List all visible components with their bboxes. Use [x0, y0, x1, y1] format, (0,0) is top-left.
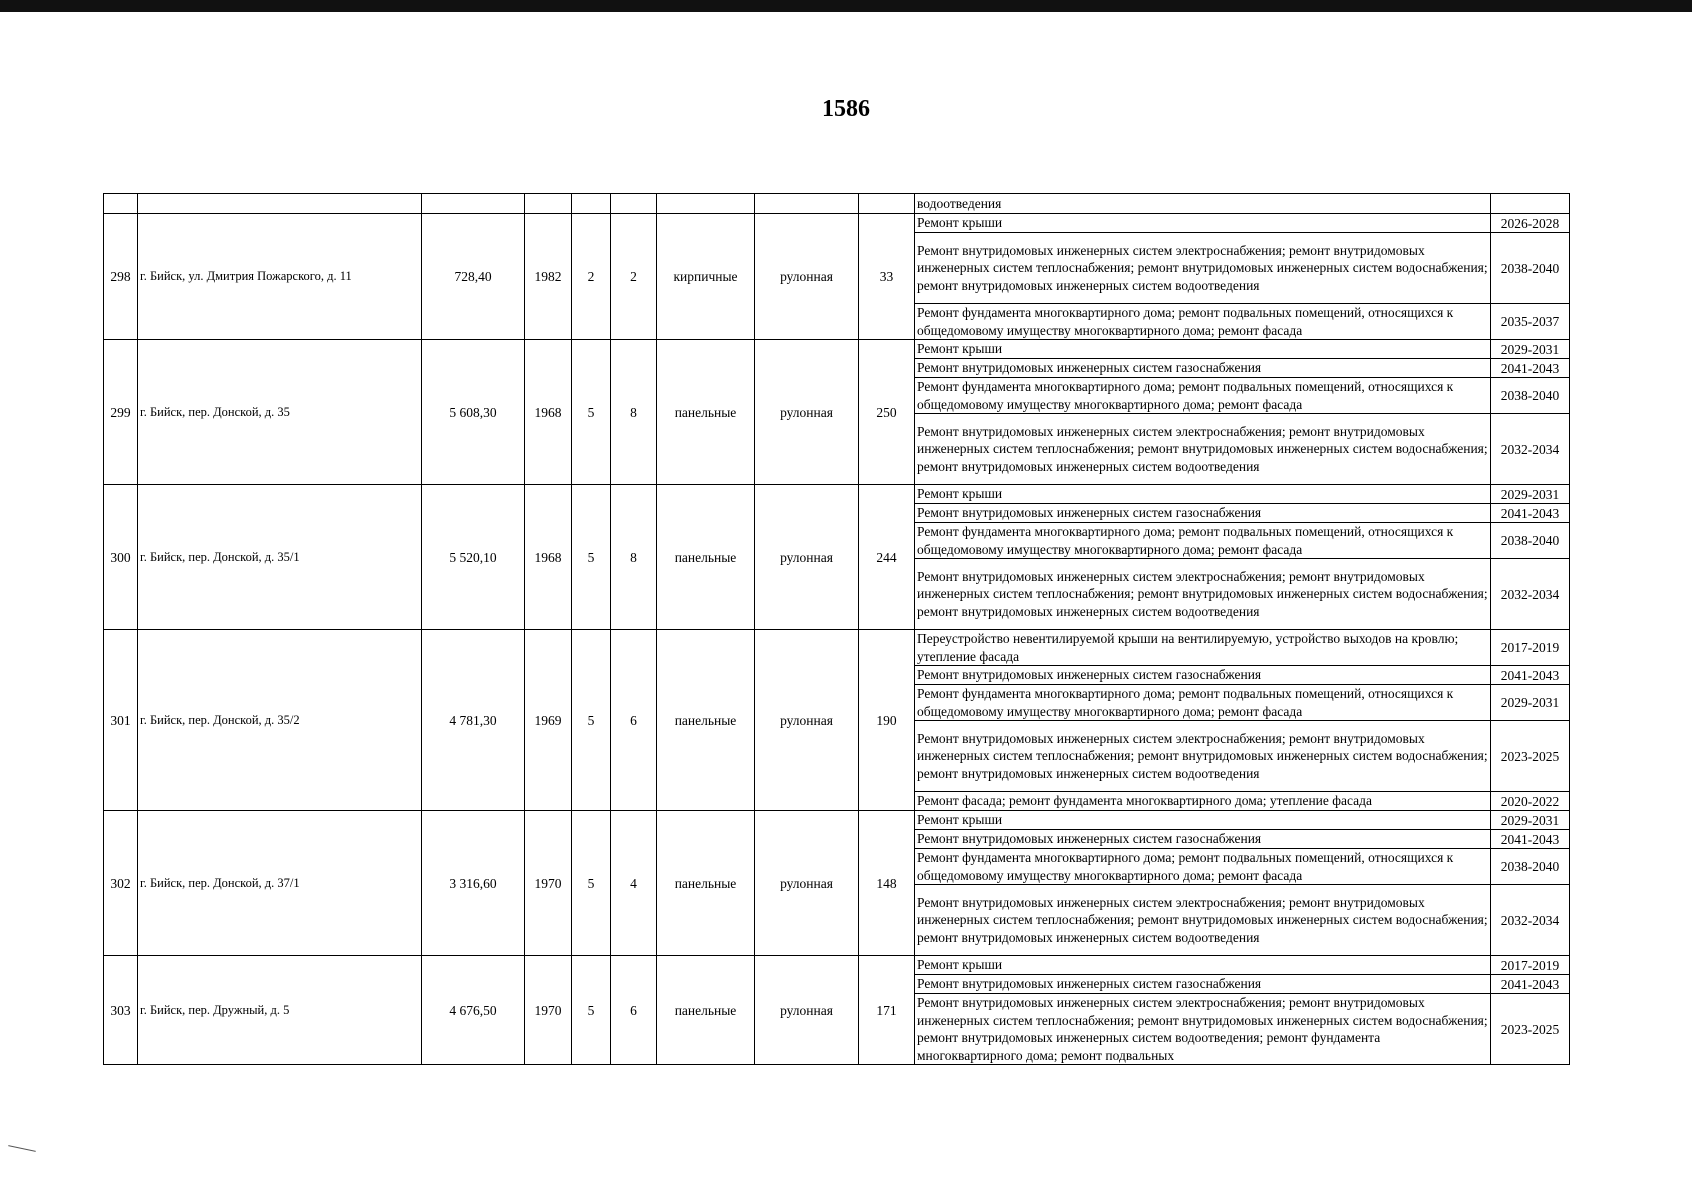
row-number: 300 — [104, 485, 138, 630]
roof-type: рулонная — [755, 811, 859, 956]
work-period: 2032-2034 — [1491, 885, 1570, 956]
entrances-count: 2 — [611, 214, 657, 340]
row-number: 299 — [104, 340, 138, 485]
work-description: Ремонт крыши — [915, 956, 1491, 975]
entrances-count: 8 — [611, 485, 657, 630]
work-description: водоотведения — [915, 194, 1491, 214]
work-description: Ремонт крыши — [915, 811, 1491, 830]
floors-count: 5 — [572, 340, 611, 485]
work-period: 2023-2025 — [1491, 994, 1570, 1065]
work-period: 2038-2040 — [1491, 378, 1570, 414]
row-number: 303 — [104, 956, 138, 1065]
total-area: 4 676,50 — [422, 956, 525, 1065]
floors-count: 5 — [572, 956, 611, 1065]
total-area: 5 608,30 — [422, 340, 525, 485]
work-description: Ремонт фундамента многоквартирного дома; ремонт подвальных помещений, относящихся к общедомовому имуществу многоквартирного дома; ремонт фасада — [915, 849, 1491, 885]
work-description: Ремонт внутридомовых инженерных систем электроснабжения; ремонт внутридомовых инженерных систем теплоснабжения; ремонт внутридомовых инженерных систем водоснабжения; ремонт внутридомовых инженерных систем водоотведения — [915, 885, 1491, 956]
wall-material: кирпичные — [657, 214, 755, 340]
work-period: 2041-2043 — [1491, 666, 1570, 685]
work-period: 2029-2031 — [1491, 485, 1570, 504]
work-period: 2029-2031 — [1491, 685, 1570, 721]
work-period: 2029-2031 — [1491, 811, 1570, 830]
entrances-count: 8 — [611, 340, 657, 485]
address: г. Бийск, ул. Дмитрия Пожарского, д. 11 — [138, 214, 422, 340]
address: г. Бийск, пер. Донской, д. 35 — [138, 340, 422, 485]
residents-count: 33 — [859, 214, 915, 340]
work-description: Ремонт крыши — [915, 340, 1491, 359]
table-row — [104, 485, 1570, 504]
address: г. Бийск, пер. Донской, д. 35/1 — [138, 485, 422, 630]
floors-count: 5 — [572, 485, 611, 630]
work-description: Ремонт крыши — [915, 485, 1491, 504]
work-description: Ремонт внутридомовых инженерных систем электроснабжения; ремонт внутридомовых инженерных систем теплоснабжения; ремонт внутридомовых инженерных систем водоснабжения; ремонт внутридомовых инженерных систем водоотведения — [915, 233, 1491, 304]
work-period: 2038-2040 — [1491, 233, 1570, 304]
build-year: 1970 — [525, 956, 572, 1065]
residents-count: 148 — [859, 811, 915, 956]
work-description: Ремонт внутридомовых инженерных систем газоснабжения — [915, 666, 1491, 685]
residents-count: 171 — [859, 956, 915, 1065]
row-number: 301 — [104, 630, 138, 811]
capital-repair-table — [103, 193, 1570, 1065]
work-period: 2026-2028 — [1491, 214, 1570, 233]
build-year: 1968 — [525, 340, 572, 485]
table-row — [104, 630, 1570, 666]
work-description: Ремонт внутридомовых инженерных систем газоснабжения — [915, 975, 1491, 994]
work-description: Ремонт внутридомовых инженерных систем электроснабжения; ремонт внутридомовых инженерных систем теплоснабжения; ремонт внутридомовых инженерных систем водоснабжения; ремонт внутридомовых инженерных систем водоотведения — [915, 721, 1491, 792]
work-period: 2029-2031 — [1491, 340, 1570, 359]
scan-top-border — [0, 0, 1692, 12]
address: г. Бийск, пер. Донской, д. 35/2 — [138, 630, 422, 811]
work-period: 2038-2040 — [1491, 523, 1570, 559]
table-row — [104, 956, 1570, 975]
wall-material: панельные — [657, 485, 755, 630]
roof-type: рулонная — [755, 630, 859, 811]
work-description: Ремонт внутридомовых инженерных систем электроснабжения; ремонт внутридомовых инженерных систем теплоснабжения; ремонт внутридомовых инженерных систем водоснабжения; ремонт внутридомовых инженерных систем водоотведения — [915, 414, 1491, 485]
work-period: 2041-2043 — [1491, 504, 1570, 523]
work-period: 2017-2019 — [1491, 956, 1570, 975]
build-year: 1969 — [525, 630, 572, 811]
residents-count: 250 — [859, 340, 915, 485]
roof-type: рулонная — [755, 214, 859, 340]
work-period: 2041-2043 — [1491, 830, 1570, 849]
address: г. Бийск, пер. Донской, д. 37/1 — [138, 811, 422, 956]
work-period: 2023-2025 — [1491, 721, 1570, 792]
work-description: Ремонт внутридомовых инженерных систем газоснабжения — [915, 830, 1491, 849]
total-area: 728,40 — [422, 214, 525, 340]
work-description: Ремонт крыши — [915, 214, 1491, 233]
work-description: Ремонт фасада; ремонт фундамента многоквартирного дома; утепление фасада — [915, 792, 1491, 811]
wall-material: панельные — [657, 811, 755, 956]
work-period: 2017-2019 — [1491, 630, 1570, 666]
roof-type: рулонная — [755, 956, 859, 1065]
roof-type: рулонная — [755, 485, 859, 630]
residents-count: 190 — [859, 630, 915, 811]
entrances-count: 6 — [611, 956, 657, 1065]
row-number: 298 — [104, 214, 138, 340]
wall-material: панельные — [657, 340, 755, 485]
wall-material: панельные — [657, 630, 755, 811]
work-description: Ремонт фундамента многоквартирного дома; ремонт подвальных помещений, относящихся к общедомовому имуществу многоквартирного дома; ремонт фасада — [915, 523, 1491, 559]
work-period: 2032-2034 — [1491, 559, 1570, 630]
work-period: 2038-2040 — [1491, 849, 1570, 885]
wall-material: панельные — [657, 956, 755, 1065]
table-row — [104, 214, 1570, 233]
floors-count: 2 — [572, 214, 611, 340]
work-period: 2041-2043 — [1491, 359, 1570, 378]
table-row — [104, 811, 1570, 830]
residents-count: 244 — [859, 485, 915, 630]
work-period: 2032-2034 — [1491, 414, 1570, 485]
floors-count: 5 — [572, 630, 611, 811]
floors-count: 5 — [572, 811, 611, 956]
build-year: 1968 — [525, 485, 572, 630]
work-description: Ремонт внутридомовых инженерных систем газоснабжения — [915, 504, 1491, 523]
continuation-row — [104, 194, 1570, 214]
address: г. Бийск, пер. Дружный, д. 5 — [138, 956, 422, 1065]
build-year: 1970 — [525, 811, 572, 956]
scan-artifact — [8, 1145, 36, 1152]
work-description: Ремонт фундамента многоквартирного дома; ремонт подвальных помещений, относящихся к общедомовому имуществу многоквартирного дома; ремонт фасада — [915, 685, 1491, 721]
work-period: 2020-2022 — [1491, 792, 1570, 811]
row-number: 302 — [104, 811, 138, 956]
work-description: Ремонт внутридомовых инженерных систем электроснабжения; ремонт внутридомовых инженерных систем теплоснабжения; ремонт внутридомовых инженерных систем водоснабжения; ремонт внутридомовых инженерных систем водоотведения — [915, 559, 1491, 630]
work-description: Переустройство невентилируемой крыши на вентилируемую, устройство выходов на кровлю; утепление фасада — [915, 630, 1491, 666]
total-area: 5 520,10 — [422, 485, 525, 630]
entrances-count: 6 — [611, 630, 657, 811]
work-period: 2041-2043 — [1491, 975, 1570, 994]
entrances-count: 4 — [611, 811, 657, 956]
work-description: Ремонт фундамента многоквартирного дома; ремонт подвальных помещений, относящихся к общедомовому имуществу многоквартирного дома; ремонт фасада — [915, 378, 1491, 414]
build-year: 1982 — [525, 214, 572, 340]
total-area: 4 781,30 — [422, 630, 525, 811]
roof-type: рулонная — [755, 340, 859, 485]
work-description: Ремонт внутридомовых инженерных систем газоснабжения — [915, 359, 1491, 378]
work-description: Ремонт фундамента многоквартирного дома; ремонт подвальных помещений, относящихся к общедомовому имуществу многоквартирного дома; ремонт фасада — [915, 304, 1491, 340]
page-number: 1586 — [822, 96, 870, 122]
total-area: 3 316,60 — [422, 811, 525, 956]
table-row — [104, 340, 1570, 359]
work-period: 2035-2037 — [1491, 304, 1570, 340]
work-description: Ремонт внутридомовых инженерных систем электроснабжения; ремонт внутридомовых инженерных систем теплоснабжения; ремонт внутридомовых инженерных систем водоснабжения; ремонт внутридомовых инженерных систем водоотведения; ремонт фундамента многоквартирного дома; ремонт подвальных — [915, 994, 1491, 1065]
